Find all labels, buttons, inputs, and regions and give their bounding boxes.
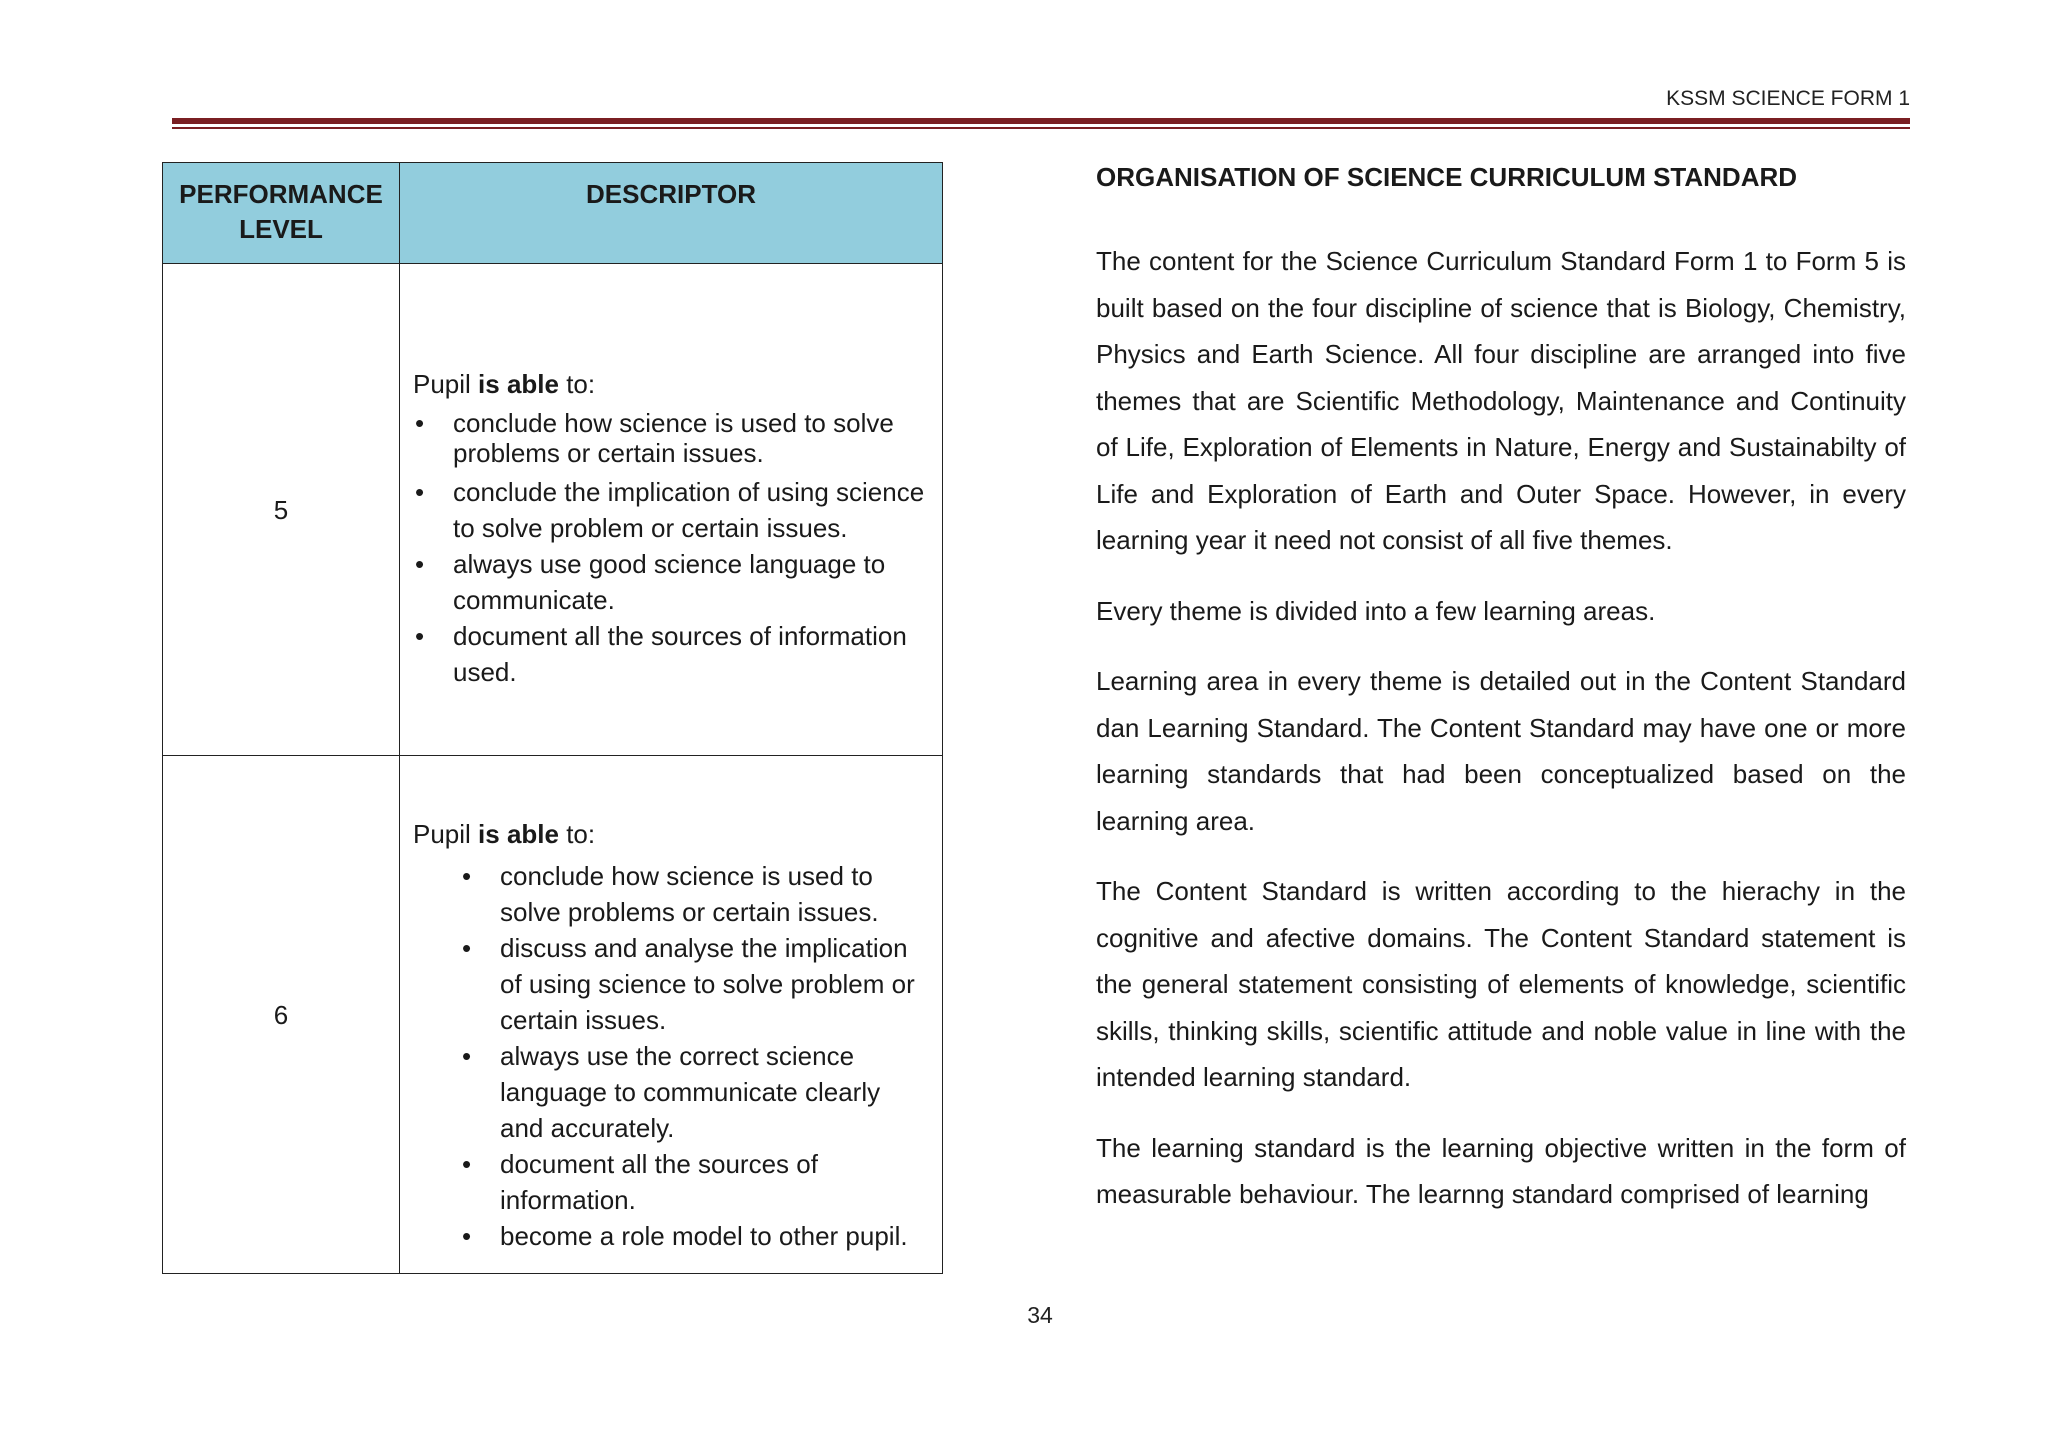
section-heading: ORGANISATION OF SCIENCE CURRICULUM STANDARD	[1096, 162, 1798, 192]
list-item: • discuss and analyse the implication of using science to solve problem or certain issues.	[500, 930, 930, 1038]
paragraph: The learning standard is the learning objective written in the form of measurable behaviour. The learnng standard comprised of learning	[1096, 1132, 1906, 1209]
list-item: • conclude how science is used to solve problems or certain issues.	[453, 408, 930, 468]
header-descriptor: DESCRIPTOR	[400, 163, 943, 264]
lead-bold: is able	[478, 368, 559, 399]
lead-suffix: to:	[558, 368, 596, 399]
header-performance-level: PERFORMANCE LEVEL	[163, 163, 400, 264]
table-row-level-5	[163, 264, 943, 756]
lead-suffix: to:	[558, 818, 596, 849]
level-cell: 5	[163, 264, 400, 756]
list-item: • always use good science language to communicate.	[453, 546, 930, 618]
list-item: • document all the sources of information.	[500, 1146, 930, 1218]
list-item: • conclude how science is used to solve problems or certain issues.	[500, 858, 930, 930]
descriptor-lead	[413, 816, 930, 852]
lead-prefix: Pupil	[413, 368, 479, 399]
table-header-row	[163, 163, 943, 264]
header-rule-thin	[172, 127, 1910, 129]
descriptor-list	[413, 408, 930, 690]
curriculum-organisation-section	[1096, 160, 1906, 1218]
lead-prefix: Pupil	[413, 818, 479, 849]
performance-level-table	[162, 162, 943, 1274]
descriptor-cell	[400, 756, 943, 1274]
descriptor-cell	[400, 264, 943, 756]
list-item: • document all the sources of information used.	[453, 618, 930, 690]
header-rule-thick	[172, 118, 1910, 124]
paragraph: Every theme is divided into a few learning areas.	[1096, 595, 1656, 626]
table-row-level-6	[163, 756, 943, 1274]
paragraph: The Content Standard is written according to the hierachy in the cognitive and afective domains. The Content Standard statement is the general statement consisting of elements of knowledge, scientific skills, thinking skills, scientific attitude and noble value in line with the intended learning standard.	[1096, 876, 1906, 1092]
lead-bold: is able	[478, 818, 559, 849]
descriptor-lead	[413, 366, 930, 402]
running-header: KSSM SCIENCE FORM 1	[1666, 87, 1910, 110]
list-item: • conclude the implication of using science to solve problem or certain issues.	[453, 474, 930, 546]
list-item: • become a role model to other pupil.	[500, 1218, 930, 1254]
list-item: • always use the correct science language to communicate clearly and accurately.	[500, 1038, 930, 1146]
level-cell: 6	[163, 756, 400, 1274]
paragraph: Learning area in every theme is detailed out in the Content Standard dan Learning Standard. The Content Standard may have one or more learning standards that had been conceptualized based on the learning area.	[1096, 666, 1906, 836]
paragraph: The content for the Science Curriculum Standard Form 1 to Form 5 is built based on the four discipline of science that is Biology, Chemistry, Physics and Earth Science. All four discipline are arranged into five themes that are Scientific Methodology, Maintenance and Continuity of Life, Exploration of Elements in Nature, Energy and Sustainabilty of Life and Exploration of Earth and Outer Space. However, in every learning year it need not consist of all five themes.	[1096, 246, 1906, 555]
page-number: 34	[1027, 1302, 1053, 1328]
descriptor-list	[413, 858, 930, 1254]
